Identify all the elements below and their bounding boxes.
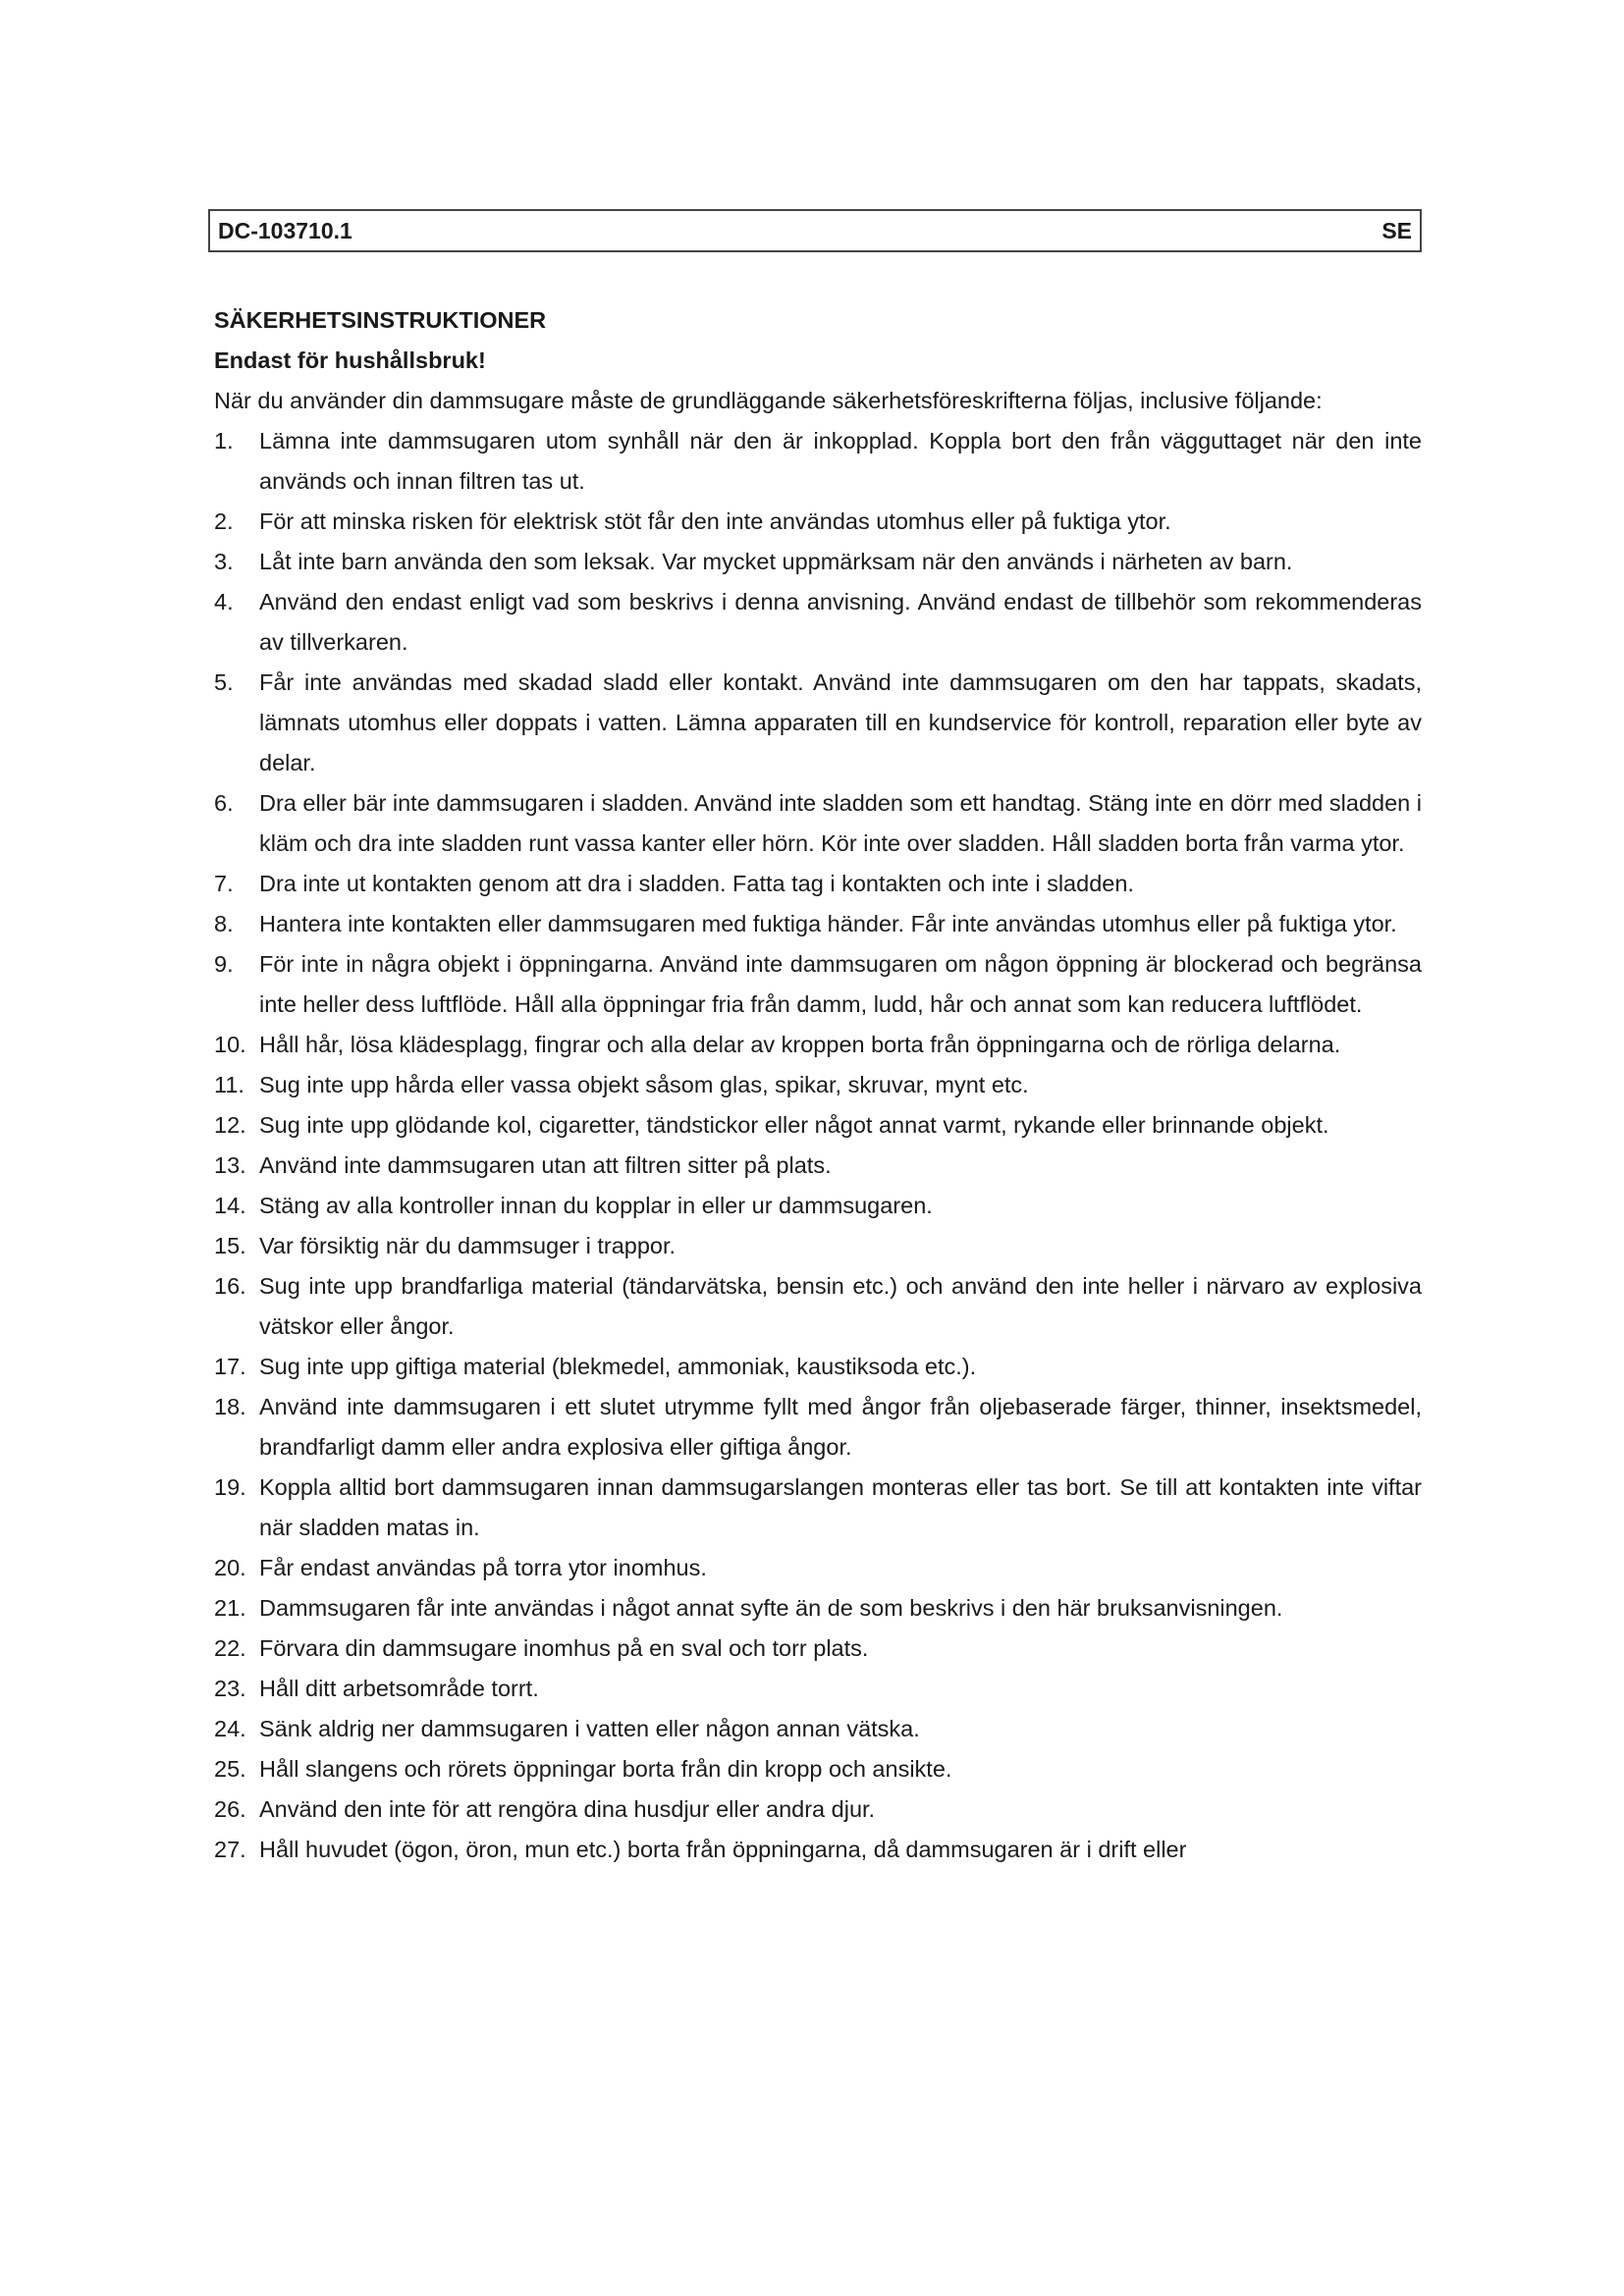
- rule-text: Använd den inte för att rengöra dina husdjur eller andra djur.: [259, 1796, 876, 1822]
- rule-text: Dra eller bär inte dammsugaren i sladden. Använd inte sladden som ett handtag. Stäng inte en dörr med sladden i kläm och dra inte sladden runt vassa kanter eller hörn. Kör inte over sladden. Håll sladden borta från varma ytor.: [259, 790, 1422, 856]
- safety-rule-item: [214, 783, 1422, 864]
- language-code: SE: [1381, 217, 1412, 243]
- rule-text: Sug inte upp hårda eller vassa objekt såsom glas, spikar, skruvar, mynt etc.: [259, 1072, 1029, 1097]
- rule-text: Sug inte upp brandfarliga material (tändarvätska, bensin etc.) och använd den inte heller i närvaro av explosiva vätskor eller ångor.: [259, 1273, 1422, 1339]
- safety-rule-item: [214, 1105, 1422, 1146]
- safety-rule-item: [214, 421, 1422, 502]
- rule-number: 13.: [214, 1152, 246, 1178]
- rule-text: Lämna inte dammsugaren utom synhåll när den är inkopplad. Koppla bort den från vägguttaget när den inte används och innan filtren tas ut.: [259, 428, 1422, 494]
- safety-rule-item: [214, 582, 1422, 663]
- safety-rules-list: [214, 421, 1422, 1870]
- safety-rule-item: [214, 1749, 1422, 1789]
- safety-rule-item: [214, 904, 1422, 944]
- rule-number: 23.: [214, 1676, 246, 1701]
- section-title: SÄKERHETSINSTRUKTIONER: [214, 307, 547, 333]
- rule-number: 5.: [214, 669, 234, 695]
- safety-rule-item: [214, 864, 1422, 904]
- safety-rule-item: [214, 1669, 1422, 1709]
- rule-text: Använd inte dammsugaren utan att filtren sitter på plats.: [259, 1152, 832, 1178]
- rule-text: Håll ditt arbetsområde torrt.: [259, 1676, 539, 1701]
- safety-rule-item: [214, 502, 1422, 542]
- rule-number: 22.: [214, 1635, 246, 1661]
- rule-text: Var försiktig när du dammsuger i trappor.: [259, 1233, 677, 1258]
- rule-text: Hantera inte kontakten eller dammsugaren med fuktiga händer. Får inte användas utomhus eller på fuktiga ytor.: [259, 911, 1397, 936]
- safety-rule-item: [214, 1065, 1422, 1105]
- rule-text: Använd inte dammsugaren i ett slutet utrymme fyllt med ångor från oljebaserade färger, thinner, insektsmedel, brandfarligt damm eller andra explosiva eller giftiga ångor.: [259, 1394, 1422, 1460]
- rule-text: Sug inte upp glödande kol, cigaretter, tändstickor eller något annat varmt, rykande eller brinnande objekt.: [259, 1112, 1329, 1138]
- rule-number: 27.: [214, 1837, 246, 1862]
- rule-number: 7.: [214, 871, 234, 896]
- rule-number: 4.: [214, 589, 234, 614]
- rule-text: Sänk aldrig ner dammsugaren i vatten eller någon annan vätska.: [259, 1716, 920, 1741]
- rule-text: Dammsugaren får inte användas i något annat syfte än de som beskrivs i den här bruksanvisningen.: [259, 1595, 1283, 1621]
- safety-rule-item: [214, 1588, 1422, 1629]
- rule-text: Förvara din dammsugare inomhus på en sval och torr plats.: [259, 1635, 869, 1661]
- rule-number: 6.: [214, 790, 234, 816]
- safety-rule-item: [214, 1709, 1422, 1749]
- rule-number: 26.: [214, 1796, 246, 1822]
- document-code: DC-103710.1: [218, 217, 352, 243]
- safety-rule-item: [214, 1266, 1422, 1347]
- rule-text: För inte in några objekt i öppningarna. Använd inte dammsugaren om någon öppning är blockerad och begränsa inte heller dess luftflöde. Håll alla öppningar fria från damm, ludd, hår och annat som kan reducera luftflödet.: [259, 951, 1422, 1017]
- document-body: [214, 300, 1422, 1870]
- safety-rule-item: [214, 1387, 1422, 1468]
- rule-text: Sug inte upp giftiga material (blekmedel, ammoniak, kaustiksoda etc.).: [259, 1354, 977, 1379]
- rule-number: 2.: [214, 508, 234, 534]
- rule-number: 10.: [214, 1032, 246, 1057]
- safety-rule-item: [214, 1548, 1422, 1588]
- safety-rule-item: [214, 1226, 1422, 1266]
- rule-text: Håll huvudet (ögon, öron, mun etc.) borta från öppningarna, då dammsugaren är i drift eller: [259, 1837, 1187, 1862]
- rule-number: 17.: [214, 1354, 246, 1379]
- rule-text: Stäng av alla kontroller innan du kopplar in eller ur dammsugaren.: [259, 1193, 933, 1218]
- rule-number: 1.: [214, 428, 234, 454]
- safety-rule-item: [214, 944, 1422, 1025]
- rule-number: 15.: [214, 1233, 246, 1258]
- rule-number: 8.: [214, 911, 234, 936]
- rule-text: Låt inte barn använda den som leksak. Var mycket uppmärksam när den används i närheten av barn.: [259, 549, 1293, 574]
- rule-text: Håll hår, lösa klädesplagg, fingrar och alla delar av kroppen borta från öppningarna och de rörliga delarna.: [259, 1032, 1341, 1057]
- rule-number: 19.: [214, 1474, 246, 1500]
- rule-number: 12.: [214, 1112, 246, 1138]
- rule-number: 24.: [214, 1716, 246, 1741]
- rule-number: 20.: [214, 1555, 246, 1580]
- safety-rule-item: [214, 1146, 1422, 1186]
- safety-rule-item: [214, 1347, 1422, 1387]
- safety-rule-item: [214, 1789, 1422, 1830]
- rule-number: 25.: [214, 1756, 246, 1782]
- safety-rule-item: [214, 1629, 1422, 1669]
- rule-text: Får endast användas på torra ytor inomhus.: [259, 1555, 707, 1580]
- rule-text: Koppla alltid bort dammsugaren innan dammsugarslangen monteras eller tas bort. Se till att kontakten inte viftar när sladden matas in.: [259, 1474, 1422, 1540]
- safety-rule-item: [214, 663, 1422, 783]
- section-subtitle: Endast för hushållsbruk!: [214, 347, 486, 373]
- rule-number: 11.: [214, 1072, 244, 1097]
- rule-number: 3.: [214, 549, 234, 574]
- safety-rule-item: [214, 542, 1422, 582]
- safety-rule-item: [214, 1468, 1422, 1548]
- rule-text: Håll slangens och rörets öppningar borta från din kropp och ansikte.: [259, 1756, 952, 1782]
- rule-number: 14.: [214, 1193, 246, 1218]
- intro-paragraph: När du använder din dammsugare måste de grundläggande säkerhetsföreskrifterna följas, inclusive följande:: [214, 388, 1323, 413]
- safety-rule-item: [214, 1186, 1422, 1226]
- rule-text: Använd den endast enligt vad som beskrivs i denna anvisning. Använd endast de tillbehör som rekommenderas av tillverkaren.: [259, 589, 1422, 655]
- rule-number: 18.: [214, 1394, 246, 1419]
- rule-number: 9.: [214, 951, 234, 977]
- rule-text: Dra inte ut kontakten genom att dra i sladden. Fatta tag i kontakten och inte i sladden.: [259, 871, 1134, 896]
- document-header: [208, 209, 1422, 252]
- rule-text: Får inte användas med skadad sladd eller kontakt. Använd inte dammsugaren om den har tappats, skadats, lämnats utomhus eller doppats i vatten. Lämna apparaten till en kundservice för kontroll, reparation eller byte av delar.: [259, 669, 1422, 775]
- safety-rule-item: [214, 1025, 1422, 1065]
- rule-number: 21.: [214, 1595, 246, 1621]
- safety-rule-item: [214, 1830, 1422, 1870]
- rule-number: 16.: [214, 1273, 246, 1299]
- rule-text: För att minska risken för elektrisk stöt får den inte användas utomhus eller på fuktiga ytor.: [259, 508, 1171, 534]
